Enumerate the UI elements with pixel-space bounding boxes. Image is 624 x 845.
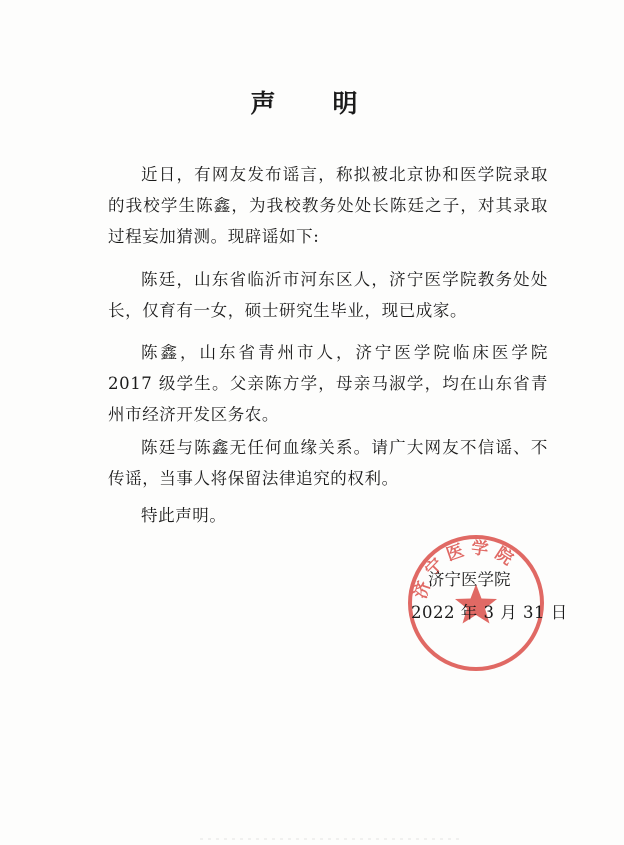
paragraph-3 xyxy=(108,337,548,430)
seal-arc-text: 济宁医学院 xyxy=(410,538,522,602)
paragraph-2 xyxy=(108,264,548,326)
scan-artifact xyxy=(200,836,460,842)
paragraph-4 xyxy=(108,432,548,494)
paragraph-text: 陈廷，山东省临沂市河东区人，济宁医学院教务处处长，仅育有一女，硕士研究生毕业，现已成家。 xyxy=(108,270,548,320)
signature-date: 2022 年 3 月 31 日 xyxy=(411,603,568,622)
paragraph-text: 近日，有网友发布谣言，称拟被北京协和医学院录取的我校学生陈鑫，为我校教务处处长陈廷之子，对其录取过程妄加猜测。现辟谣如下: xyxy=(108,165,548,246)
paragraph-5 xyxy=(108,500,548,531)
paragraph-text: 陈廷与陈鑫无任何血缘关系。请广大网友不信谣、不传谣，当事人将保留法律追究的权利。 xyxy=(108,438,548,488)
signature-organization: 济宁医学院 xyxy=(428,570,511,589)
paragraph-text: 陈鑫，山东省青州市人，济宁医学院临床医学院 2017 级学生。父亲陈方学，母亲马淑学，均在山东省青州市经济开发区务农。 xyxy=(108,343,548,424)
paragraph-text: 特此声明。 xyxy=(141,506,227,525)
document-title: 声 明 xyxy=(250,89,374,118)
paragraph-1 xyxy=(108,159,548,252)
